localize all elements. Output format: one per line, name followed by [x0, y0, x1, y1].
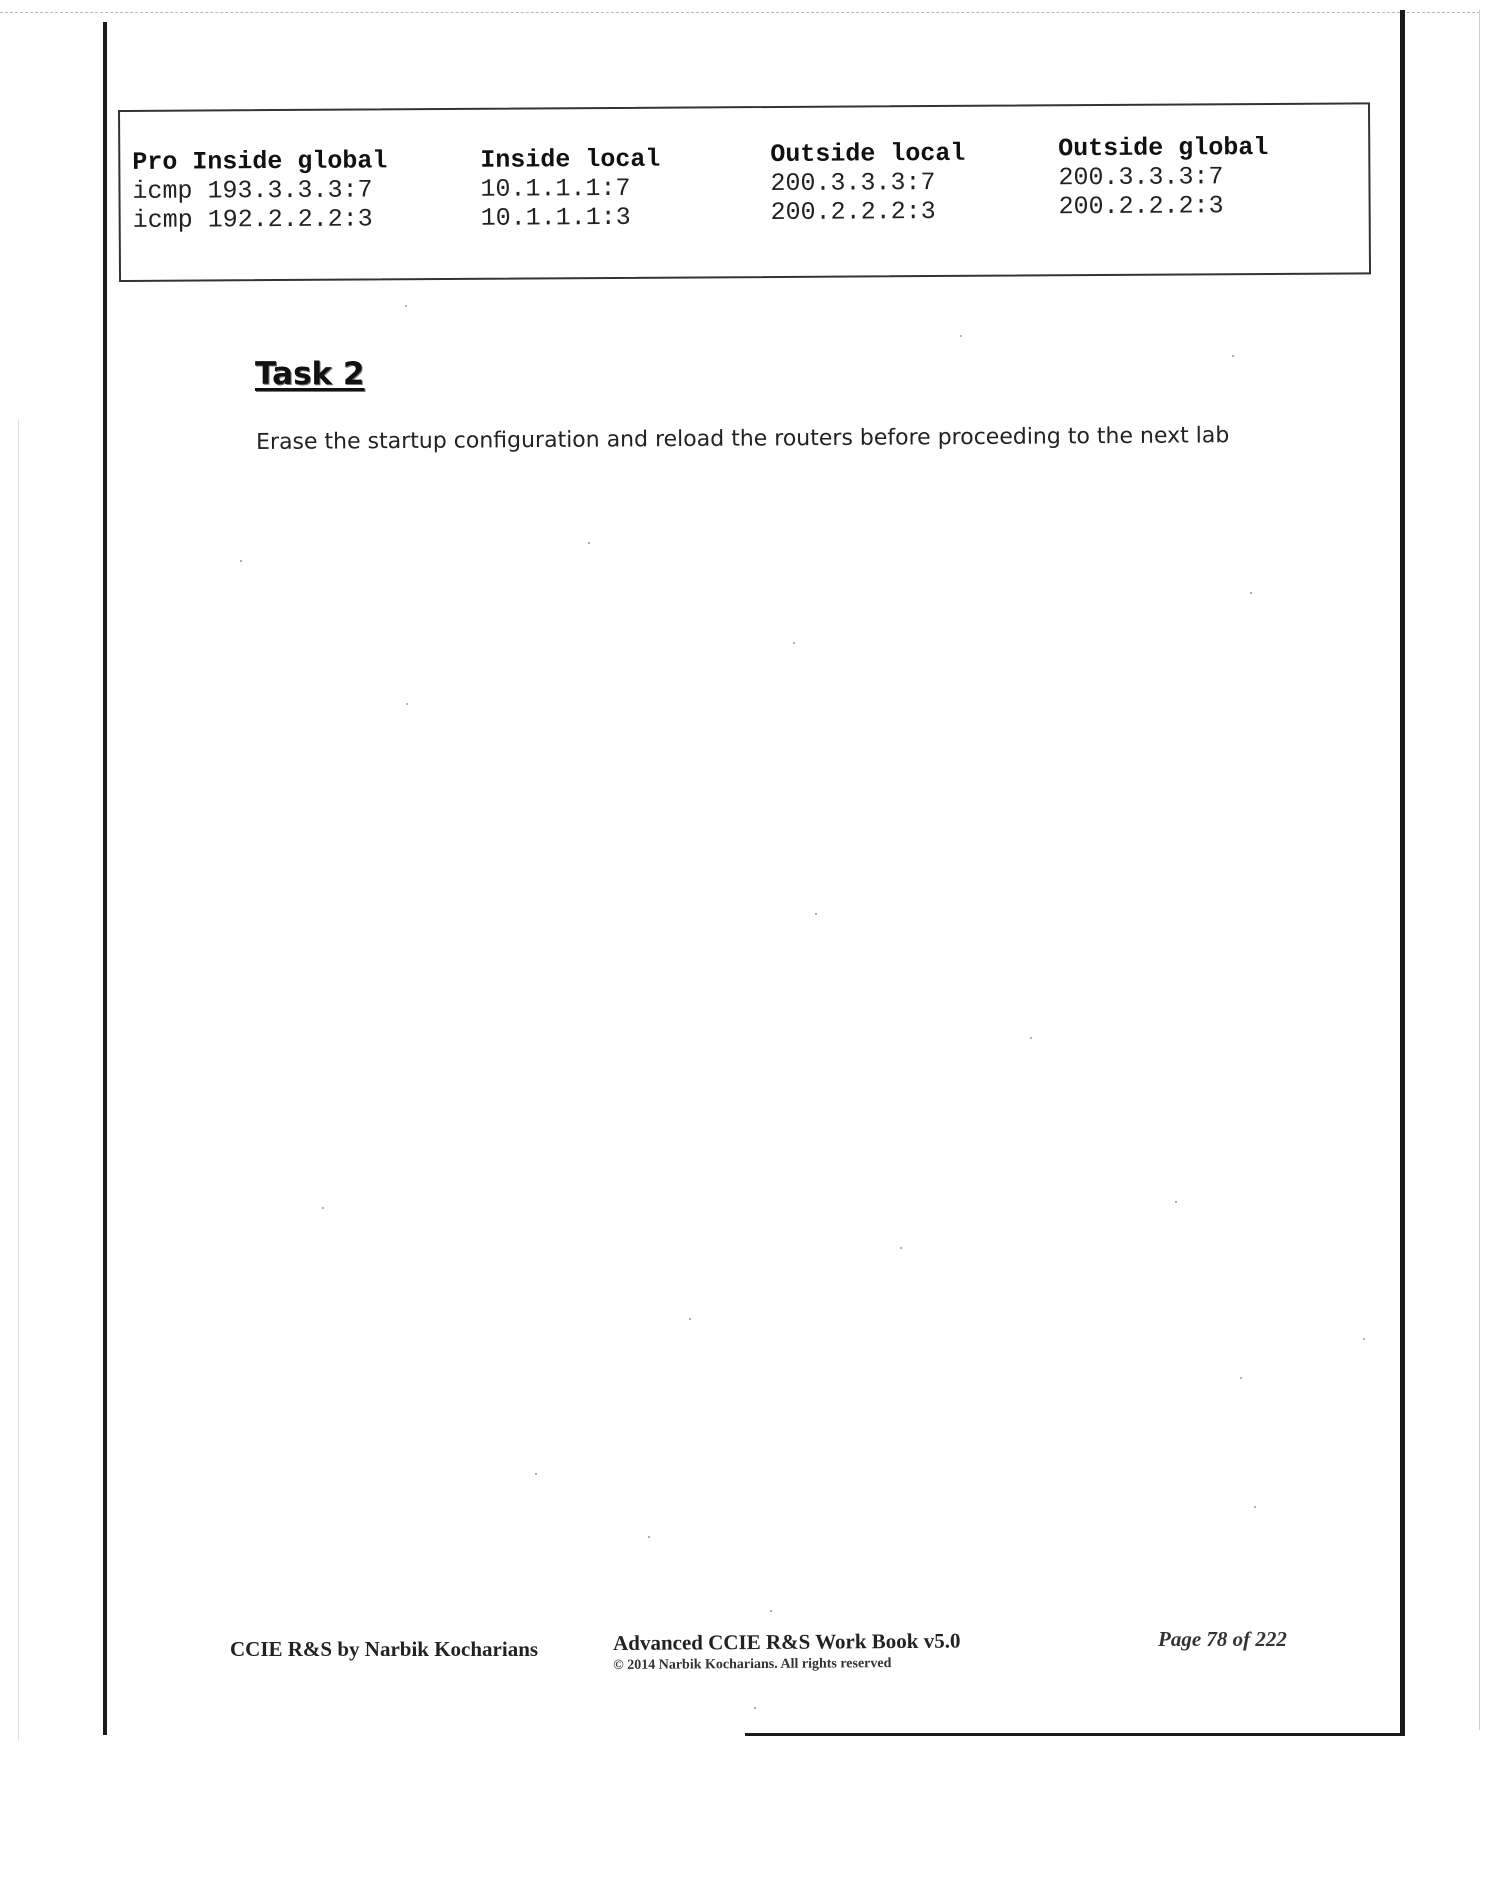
- scan-speck: [648, 1536, 650, 1538]
- footer-book-title: Advanced CCIE R&S Work Book v5.0: [613, 1628, 961, 1655]
- scan-speck: [900, 1247, 902, 1249]
- bottom-page-border: [745, 1733, 1405, 1736]
- scan-speck: [1175, 1201, 1177, 1203]
- footer-book: [613, 1629, 961, 1674]
- scan-speck: [1030, 1037, 1032, 1039]
- scan-speck: [406, 703, 408, 705]
- scan-speck: [960, 335, 962, 337]
- nat-cell: icmp 193.3.3.3:7: [132, 175, 373, 206]
- nat-translation-table: [118, 102, 1371, 282]
- nat-cell: 200.3.3.3:7: [770, 168, 936, 199]
- footer-copyright: © 2014 Narbik Kocharians. All rights reserved: [613, 1656, 892, 1673]
- nat-cell: 200.3.3.3:7: [1058, 162, 1224, 193]
- nat-column: [1058, 133, 1269, 221]
- scan-speck: [770, 1610, 772, 1612]
- scan-speck: [815, 913, 817, 915]
- nat-column: [480, 145, 661, 233]
- nat-column-header: Outside global: [1058, 132, 1269, 164]
- nat-cell: 200.2.2.2:3: [770, 197, 936, 228]
- scan-speck: [588, 542, 590, 544]
- scan-speck: [535, 1473, 537, 1475]
- scan-edge-right: [1479, 10, 1480, 1730]
- nat-cell: 200.2.2.2:3: [1058, 191, 1224, 222]
- scan-speck: [1240, 1377, 1242, 1379]
- scan-speck: [1250, 592, 1252, 594]
- footer-author: CCIE R&S by Narbik Kocharians: [230, 1637, 539, 1661]
- nat-cell: 10.1.1.1:7: [480, 173, 631, 204]
- nat-column-header: Inside local: [480, 144, 661, 175]
- right-page-border: [1400, 10, 1405, 1736]
- left-page-border: [103, 22, 107, 1735]
- nat-column: [770, 139, 966, 227]
- footer-page-number: Page 78 of 222: [1158, 1627, 1287, 1651]
- scan-speck: [754, 1707, 756, 1709]
- nat-cell: 10.1.1.1:3: [480, 202, 631, 233]
- scan-speck: [1232, 355, 1234, 357]
- nat-column-header: Outside local: [770, 138, 966, 170]
- scan-speck: [405, 305, 407, 307]
- task-description: Erase the startup configuration and reload the routers before proceeding to the next lab: [256, 423, 1230, 455]
- nat-column: [132, 146, 388, 235]
- scan-speck: [322, 1207, 324, 1209]
- scan-speck: [240, 560, 242, 562]
- scan-speck: [1363, 1338, 1365, 1340]
- nat-column-header: Pro Inside global: [132, 146, 388, 177]
- task-heading: Task 2: [255, 356, 365, 392]
- scan-speck: [1254, 1506, 1256, 1508]
- scan-speck: [793, 642, 795, 644]
- scan-speck: [689, 1318, 691, 1320]
- scan-edge-left: [18, 420, 19, 1740]
- nat-cell: icmp 192.2.2.2:3: [132, 204, 373, 235]
- top-scan-rule: [0, 12, 1480, 14]
